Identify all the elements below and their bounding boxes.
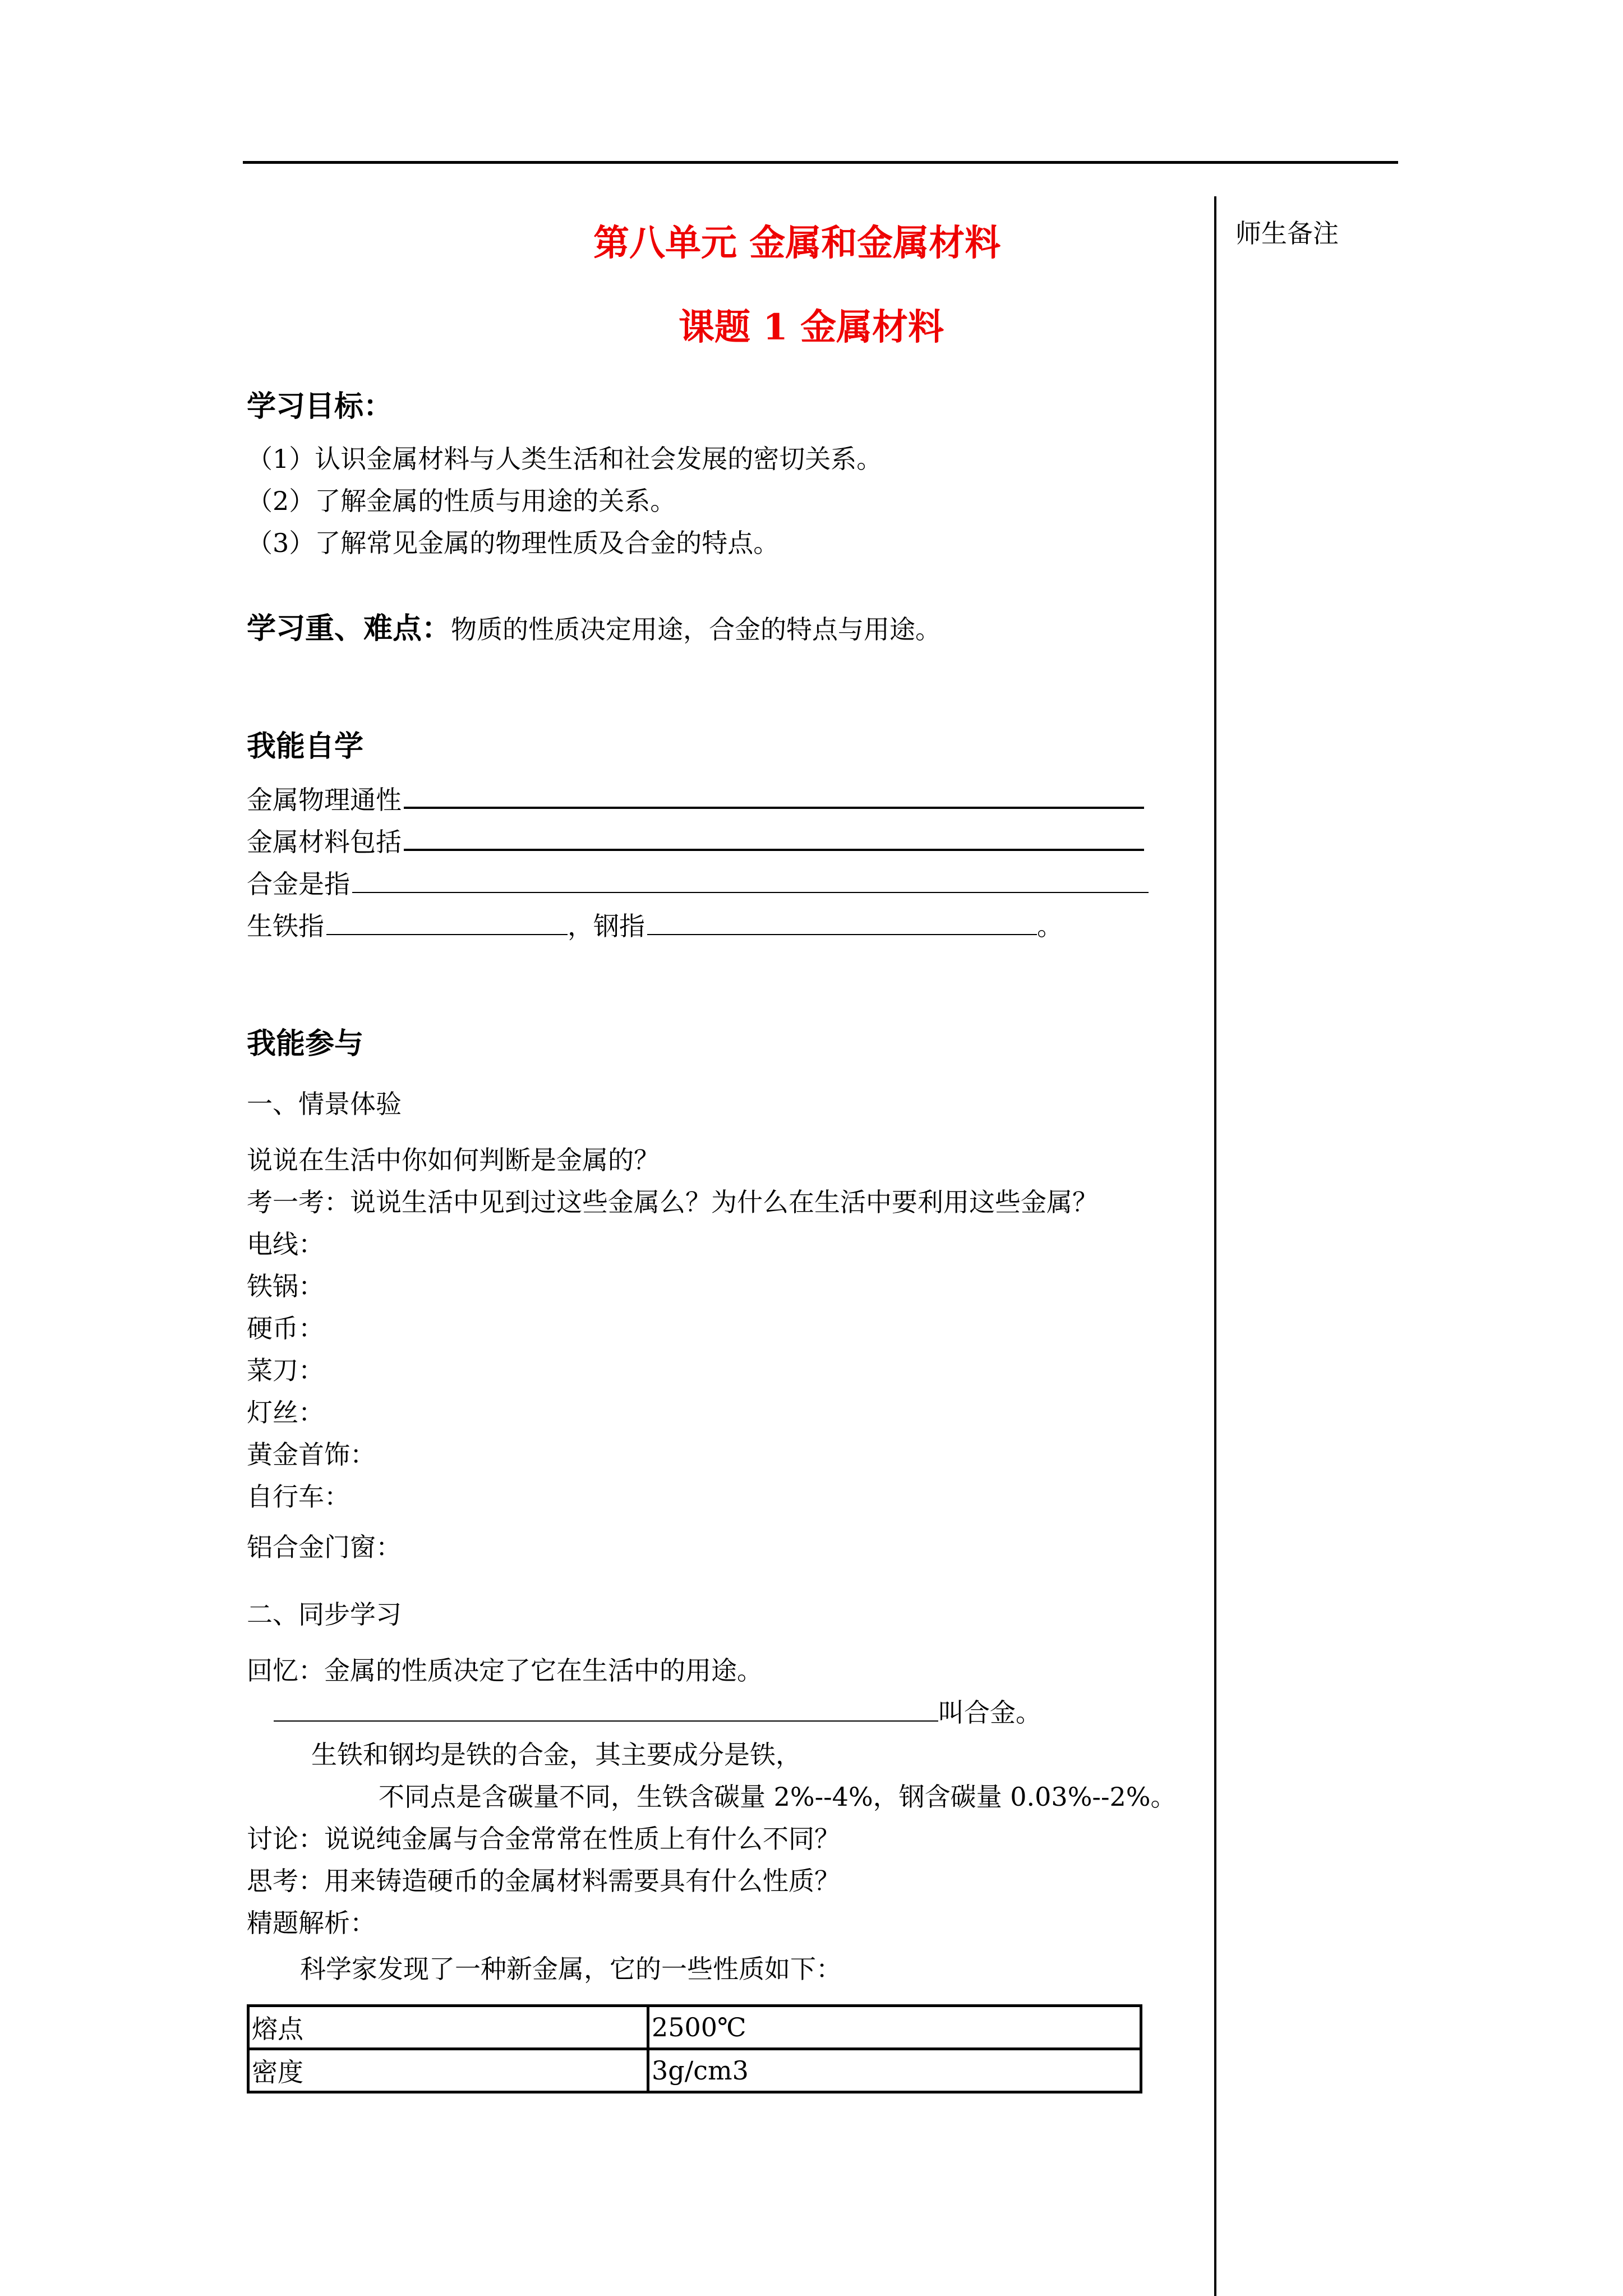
use-item-knife: 菜刀： — [247, 1355, 324, 1386]
fill-label-4c: 。 — [1037, 911, 1063, 941]
fill-label-1: 金属物理通性 — [247, 785, 402, 815]
use-item-bicycle: 自行车： — [247, 1481, 350, 1512]
think-text: 思考：用来铸造硬币的金属材料需要具有什么性质？ — [247, 1866, 840, 1896]
section-1-title: 一、情景体验 — [247, 1089, 402, 1119]
fill-line-1 — [247, 780, 1144, 817]
use-item-iron-pot: 铁锅： — [247, 1271, 324, 1301]
fill-line-2 — [247, 822, 1144, 859]
iron-steel-text: 生铁和钢均是铁的合金，其主要成分是铁， — [311, 1740, 801, 1770]
participate-heading: 我能参与 — [247, 1027, 364, 1061]
key-points-label: 学习重、难点： — [247, 611, 451, 646]
answer-blank-1[interactable] — [404, 781, 1144, 809]
property-value: 3g/cm3 — [648, 2049, 1141, 2092]
unit-title: 第八单元 金属和金属材料 — [593, 222, 1001, 264]
recall-text: 回忆：金属的性质决定了它在生活中的用途。 — [247, 1655, 763, 1686]
use-item-gold-jewelry: 黄金首饰： — [247, 1439, 376, 1470]
self-study-heading: 我能自学 — [247, 729, 364, 763]
use-item-wire: 电线： — [247, 1229, 324, 1259]
answer-blank-3[interactable] — [352, 866, 1149, 893]
answer-blank-2[interactable] — [404, 823, 1144, 851]
fill-line-4 — [247, 906, 1063, 943]
fill-label-4a: 生铁指 — [247, 911, 324, 941]
use-item-coin: 硬币： — [247, 1313, 324, 1343]
alloy-definition-line — [274, 1692, 1041, 1729]
objectives-heading: 学习目标： — [247, 389, 393, 424]
discuss-text: 讨论：说说纯金属与合金常常在性质上有什么不同？ — [247, 1824, 840, 1854]
key-points — [247, 605, 941, 647]
question-everyday-metals: 考一考：说说生活中见到过这些金属么？为什么在生活中要利用这些金属？ — [247, 1187, 1098, 1217]
fill-label-3: 合金是指 — [247, 869, 350, 899]
analysis-label: 精题解析： — [247, 1908, 376, 1938]
header-rule — [243, 161, 1398, 164]
objective-1: （1）认识金属材料与人类生活和社会发展的密切关系。 — [247, 444, 883, 474]
objective-2: （2）了解金属的性质与用途的关系。 — [247, 486, 676, 516]
fill-label-4b: ，钢指 — [568, 911, 645, 941]
properties-table — [247, 2004, 1142, 2093]
use-item-filament: 灯丝： — [247, 1397, 324, 1428]
new-metal-text: 科学家发现了一种新金属，它的一些性质如下： — [300, 1954, 842, 1984]
key-points-text: 物质的性质决定用途，合金的特点与用途。 — [451, 614, 942, 645]
margin-note: 师生备注 — [1235, 218, 1339, 249]
property-value: 2500℃ — [648, 2006, 1141, 2049]
property-name: 熔点 — [248, 2006, 648, 2049]
fill-line-3 — [247, 864, 1149, 901]
alloy-definition-suffix: 叫合金。 — [938, 1697, 1041, 1728]
question-identify-metal: 说说在生活中你如何判断是金属的？ — [247, 1145, 660, 1175]
margin-divider — [1214, 196, 1216, 2296]
answer-blank-4b[interactable] — [647, 908, 1037, 935]
answer-blank-alloy[interactable] — [274, 1695, 938, 1722]
fill-label-2: 金属材料包括 — [247, 827, 402, 857]
table-row — [248, 2049, 1141, 2092]
use-item-aluminum-window: 铝合金门窗： — [247, 1532, 402, 1562]
lesson-title: 课题 1 金属材料 — [679, 306, 944, 348]
objective-3: （3）了解常见金属的物理性质及合金的特点。 — [247, 528, 780, 558]
property-name: 密度 — [248, 2049, 648, 2092]
answer-blank-4a[interactable] — [326, 908, 568, 935]
table-row — [248, 2006, 1141, 2049]
carbon-content-text: 不同点是含碳量不同，生铁含碳量 2%--4%，钢含碳量 0.03%--2%。 — [379, 1782, 1177, 1812]
section-2-title: 二、同步学习 — [247, 1599, 402, 1630]
